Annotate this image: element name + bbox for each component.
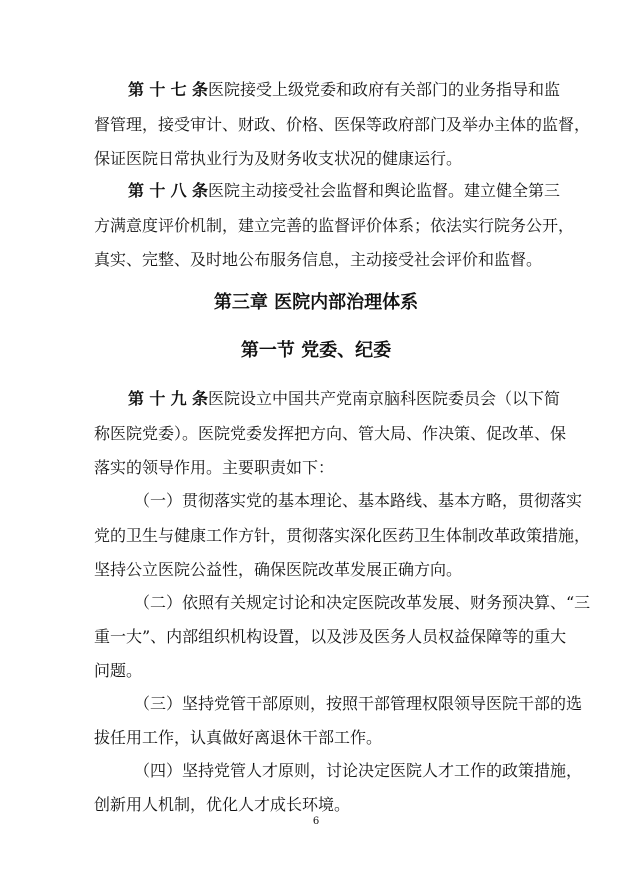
article-18-line-2: 方满意度评价机制，建立完善的监督评价体系；依法实行院务公开， [94,216,575,235]
article-17-line-3: 保证医院日常执业行为及财务收支状况的健康运行。 [94,149,463,168]
duty-4-line-2: 创新用人机制，优化人才成长环境。 [94,795,351,814]
article-17-line-1 [128,70,561,110]
duty-1-line-2: 党的卫生与健康工作方针，贯彻落实深化医药卫生体制改革政策措施， [94,526,591,545]
article-19-text-1: 医院设立中国共产党南京脑科医院委员会（以下简 [208,389,561,408]
article-17-text-1: 医院接受上级党委和政府有关部门的业务指导和监 [208,80,561,99]
duty-1-line-1: （一）贯彻落实党的基本理论、基本路线、基本方略，贯彻落实 [134,491,583,510]
duty-3-line-2: 拔任用工作，认真做好离退休干部工作。 [94,728,383,747]
article-18-text-1: 医院主动接受社会监督和舆论监督。建立健全第三 [208,181,561,200]
article-19-line-1 [128,379,561,419]
page-number: 6 [312,816,320,827]
duty-3-line-1: （三）坚持党管干部原则，按照干部管理权限领导医院干部的选 [134,694,583,713]
article-19-line-2: 称医院党委）。医院党委发挥把方向、管大局、作决策、促改革、保 [94,424,567,443]
article-19-line-3: 落实的领导作用。主要职责如下： [94,458,335,477]
chapter-title: 第三章 医院内部治理体系 [213,292,419,313]
duty-2-line-1: （二）依照有关规定讨论和决定医院改革发展、财务预决算、“三 [134,593,591,612]
duty-2-line-3: 问题。 [94,661,143,680]
article-18-line-3: 真实、完整、及时地公布服务信息，主动接受社会评价和监督。 [94,250,543,269]
section-title: 第一节 党委、纪委 [240,340,392,361]
duty-4-line-1: （四）坚持党管人才原则，讨论决定医院人才工作的政策措施， [134,761,583,780]
article-17-line-2: 督管理，接受审计、财政、价格、医保等政府部门及举办主体的监督， [94,115,591,134]
duty-2-line-2: 重一大”、内部组织机构设置，以及涉及医务人员权益保障等的重大 [94,627,567,646]
article-18-line-1 [128,171,561,211]
article-19-label: 第十九条 [128,389,208,408]
article-18-label: 第十八条 [128,181,208,200]
duty-1-line-3: 坚持公立医院公益性，确保医院改革发展正确方向。 [94,560,463,579]
article-17-label: 第十七条 [128,80,208,99]
